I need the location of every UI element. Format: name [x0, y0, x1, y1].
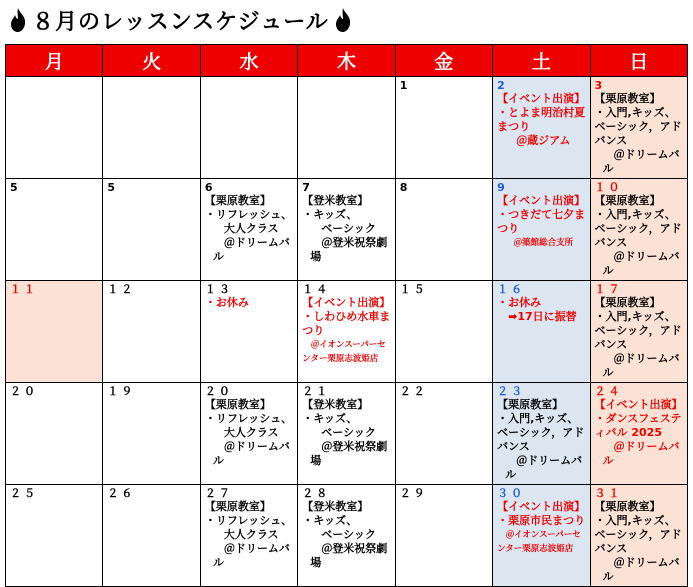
day-number: １４ [302, 283, 331, 296]
day-cell [493, 179, 590, 281]
schedule-line: ＠ドリームバル [212, 440, 290, 467]
schedule-line: ・リフレッシュ、 [204, 208, 293, 221]
day-number: 1 [399, 79, 411, 92]
schedule-line: ＠イオンスーパーセンター栗原志波姫店 [497, 530, 581, 554]
schedule-line: ・お休み [204, 296, 249, 309]
schedule-line: ＠ドリームバル [505, 454, 583, 481]
schedule-line: ・しわひめ水車まつり [302, 310, 391, 337]
day-number: ２４ [594, 385, 623, 398]
schedule-line: ・とよま明治村夏まつり [497, 106, 586, 133]
day-cell [493, 485, 590, 587]
schedule-line: ・入門,キッズ、ベーシック，アドバンス [497, 412, 585, 453]
day-cell [493, 383, 590, 485]
schedule-line: 【栗原教室】 [594, 92, 661, 105]
schedule-line: 大人クラス [212, 222, 279, 235]
day-number: １２ [107, 283, 136, 296]
day-number: ２６ [107, 487, 136, 500]
day-cell [493, 281, 590, 383]
day-number: 2 [497, 79, 508, 92]
schedule-line: 【栗原教室】 [594, 194, 661, 207]
day-number: ２０ [10, 385, 38, 398]
day-number: ２０ [204, 385, 233, 398]
schedule-line: 【イベント出演】 [302, 296, 391, 309]
week-row [6, 485, 688, 587]
day-cell [200, 179, 297, 281]
day-cell [200, 281, 297, 383]
schedule-line: ・リフレッシュ、 [204, 412, 293, 425]
day-cell [395, 77, 492, 179]
weekday-header-row [6, 45, 688, 77]
day-number: 7 [302, 181, 313, 194]
schedule-line: ＠蔵ジアム [505, 134, 571, 147]
day-number: ２１ [302, 385, 331, 398]
schedule-line: 大人クラス [212, 528, 279, 541]
day-cell [6, 179, 103, 281]
schedule-line: ・入門,キッズ、ベーシック，アドバンス [594, 208, 682, 249]
schedule-line: ＠ドリームバル [602, 556, 680, 583]
schedule-line: ＠ドリームバル [602, 148, 680, 175]
day-number: １９ [107, 385, 136, 398]
schedule-line: ・お休み [497, 296, 542, 309]
day-number [10, 79, 98, 92]
day-cell [103, 179, 200, 281]
schedule-line: 【イベント出演】 [497, 194, 586, 207]
schedule-line: 【イベント出演】 [497, 500, 586, 513]
day-number: １３ [204, 283, 233, 296]
schedule-line: ＠ドリームバル [602, 250, 680, 277]
day-cell [298, 383, 395, 485]
day-cell [103, 383, 200, 485]
schedule-line: ベーシック [310, 222, 376, 235]
flame-icon [8, 7, 28, 33]
day-cell [395, 485, 492, 587]
weekday-header: 水 [200, 45, 297, 77]
day-cell [298, 77, 395, 179]
flame-icon [333, 7, 353, 33]
schedule-line: ＠登米祝祭劇場 [310, 542, 388, 569]
schedule-line: 【栗原教室】 [204, 398, 271, 411]
day-number: 8 [399, 181, 411, 194]
day-cell [395, 383, 492, 485]
day-cell [6, 77, 103, 179]
day-cell [200, 383, 297, 485]
day-cell [298, 179, 395, 281]
calendar-table [5, 44, 688, 587]
schedule-line: ＠ドリームバル [602, 352, 680, 379]
schedule-line: 【栗原教室】 [204, 194, 271, 207]
day-cell [395, 281, 492, 383]
day-cell [200, 77, 297, 179]
day-cell [590, 281, 687, 383]
day-number: １１ [10, 283, 38, 296]
schedule-line: 【登米教室】 [302, 194, 369, 207]
schedule-line: ➡17日に振替 [497, 310, 577, 323]
schedule-line: ・つきだて七夕まつり [497, 208, 586, 235]
weekday-header: 月 [6, 45, 103, 77]
day-number: ２５ [10, 487, 38, 500]
schedule-line: ・入門,キッズ、ベーシック，アドバンス [594, 106, 682, 147]
calendar-body [6, 77, 688, 587]
day-number: 5 [107, 181, 119, 194]
day-number: 9 [497, 181, 508, 194]
schedule-line: ＠ドリームバル [602, 440, 680, 467]
schedule-line: 【イベント出演】 [497, 92, 586, 105]
week-row [6, 179, 688, 281]
day-number: 3 [594, 79, 606, 92]
schedule-line: ・ダンスフェスティバル 2025 [594, 412, 682, 439]
day-cell [103, 281, 200, 383]
day-cell [590, 485, 687, 587]
day-cell [395, 179, 492, 281]
day-cell [590, 77, 687, 179]
day-cell [493, 77, 590, 179]
schedule-line: 【栗原教室】 [594, 296, 661, 309]
day-cell [103, 77, 200, 179]
schedule-line: 【登米教室】 [302, 398, 369, 411]
day-number: ３１ [594, 487, 623, 500]
schedule-line: ・キッズ、 [302, 208, 358, 221]
day-cell [298, 281, 395, 383]
schedule-line: ＠築館総合支所 [505, 238, 574, 248]
schedule-line: ベーシック [310, 528, 376, 541]
day-number [302, 79, 390, 92]
schedule-line: ・キッズ、 [302, 412, 358, 425]
day-cell [590, 383, 687, 485]
schedule-line: ＠ドリームバル [212, 236, 290, 263]
schedule-line: ・入門,キッズ、ベーシック，アドバンス [594, 310, 682, 351]
day-number: １５ [399, 283, 428, 296]
day-cell [6, 485, 103, 587]
day-number: １７ [594, 283, 623, 296]
day-cell [298, 485, 395, 587]
week-row [6, 281, 688, 383]
schedule-line: ＠登米祝祭劇場 [310, 236, 388, 263]
day-cell [103, 485, 200, 587]
schedule-line: 【栗原教室】 [204, 500, 271, 513]
weekday-header: 日 [590, 45, 687, 77]
schedule-line: ・入門,キッズ、ベーシック，アドバンス [594, 514, 682, 555]
weekday-header: 土 [493, 45, 590, 77]
schedule-line: 【登米教室】 [302, 500, 369, 513]
schedule-line: ＠イオンスーパーセンター栗原志波姫店 [302, 340, 386, 364]
day-number: 5 [10, 181, 21, 194]
day-cell [6, 281, 103, 383]
day-number [205, 79, 293, 92]
schedule-line: 【栗原教室】 [497, 398, 564, 411]
schedule-line: ＠登米祝祭劇場 [310, 440, 388, 467]
day-cell [200, 485, 297, 587]
day-cell [6, 383, 103, 485]
schedule-line: 【イベント出演】 [594, 398, 683, 411]
title-text: ８月のレッスンスケジュール [32, 9, 329, 35]
day-number: １６ [497, 283, 526, 296]
week-row [6, 383, 688, 485]
weekday-header: 木 [298, 45, 395, 77]
schedule-line: ＠ドリームバル [212, 542, 290, 569]
schedule-line: ・キッズ、 [302, 514, 358, 527]
day-number: １０ [594, 181, 623, 194]
day-number [107, 79, 195, 92]
day-cell [590, 179, 687, 281]
day-number: 6 [204, 181, 216, 194]
day-number: ２７ [204, 487, 233, 500]
day-number: ２８ [302, 487, 331, 500]
schedule-line: ・リフレッシュ、 [204, 514, 293, 527]
page-title [8, 4, 353, 36]
weekday-header: 金 [395, 45, 492, 77]
schedule-line: 【栗原教室】 [594, 500, 661, 513]
schedule-line: ベーシック [310, 426, 376, 439]
schedule-line: ・栗原市民まつり [497, 514, 586, 527]
schedule-line: 大人クラス [212, 426, 279, 439]
weekday-header: 火 [103, 45, 200, 77]
day-number: ２３ [497, 385, 526, 398]
day-number: ３０ [497, 487, 526, 500]
day-number: ２２ [399, 385, 428, 398]
week-row [6, 77, 688, 179]
day-number: ２９ [399, 487, 428, 500]
